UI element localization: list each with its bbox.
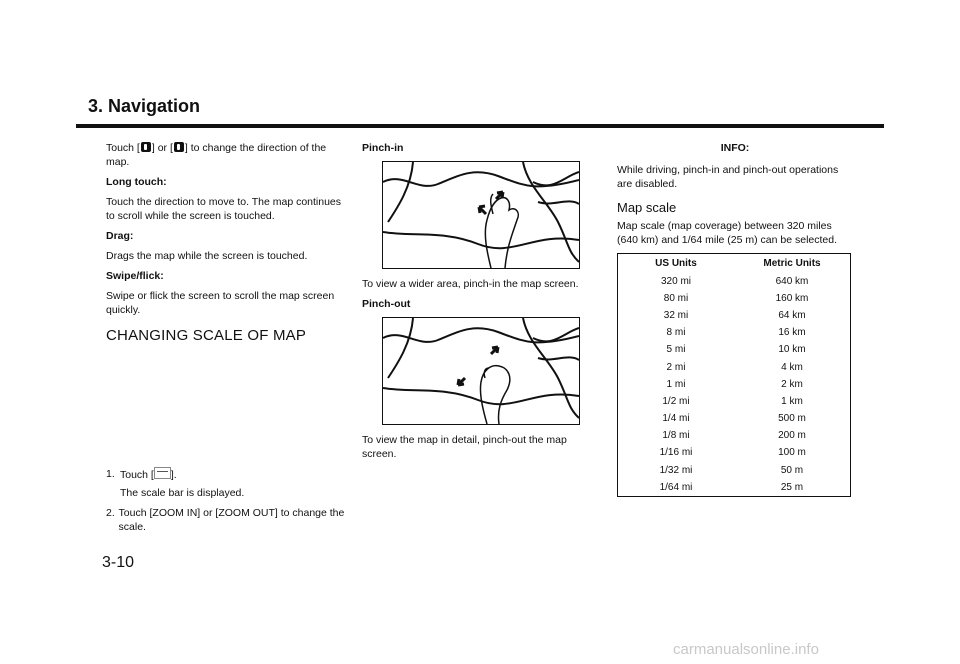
step-1-note: The scale bar is displayed.	[120, 487, 245, 499]
drag-heading: Drag:	[106, 230, 134, 242]
table-row: 5 mi 10 km	[666, 344, 806, 356]
drag-text: Drags the map while the screen is touched.	[106, 250, 308, 262]
table-row: 2 mi 4 km	[666, 361, 803, 373]
pinch-out-text: To view the map in detail, pinch-out the map screen.	[362, 434, 567, 460]
table-row: 80 mi 160 km	[663, 292, 809, 304]
scale-table	[617, 253, 851, 497]
column-3	[617, 141, 853, 497]
swipe-text: Swipe or flick the screen to scroll the map screen quickly.	[106, 290, 335, 316]
table-row: 1 mi 2 km	[666, 378, 803, 390]
long-touch-text: Touch the direction to move to. The map continues to scroll while the screen is touched.	[106, 196, 342, 222]
column-1	[106, 141, 348, 534]
pinch-in-map-illustration	[382, 161, 580, 269]
header-rule	[76, 124, 884, 128]
touch-direction-paragraph: Touch [ ] or [ ] to change the direction of the map.	[106, 142, 327, 168]
page-number: 3-10	[102, 554, 135, 571]
table-header-row	[618, 254, 851, 274]
map-scale-heading: Map scale	[617, 200, 677, 215]
table-row: 8 mi 16 km	[666, 327, 806, 339]
map-scale-text: Map scale (map coverage) between 320 miles (640 km) and 1/64 mile (25 m) can be selected.	[617, 220, 838, 246]
steps-list	[106, 467, 348, 534]
table-row: 1/64 mi 25 m	[659, 481, 804, 493]
table-row: 320 mi 640 km	[660, 275, 809, 287]
table-row: 32 mi 64 km	[663, 309, 806, 321]
table-row: 1/16 mi 100 m	[659, 447, 806, 459]
header-us-units: US Units	[655, 258, 697, 269]
table-row: 1/4 mi 500 m	[662, 413, 806, 425]
info-heading: INFO:	[720, 142, 750, 154]
direction-right-icon	[174, 142, 184, 152]
step-2: 2. Touch [ZOOM IN] or [ZOOM OUT] to change the scale.	[106, 507, 345, 533]
info-text: While driving, pinch-in and pinch-out operations are disabled.	[617, 164, 839, 190]
long-touch-heading: Long touch:	[106, 176, 167, 188]
column-2	[362, 141, 604, 467]
pinch-in-heading: Pinch-in	[362, 142, 404, 154]
table-row: 1/2 mi 1 km	[662, 395, 803, 407]
watermark: carmanualsonline.info	[673, 641, 819, 658]
swipe-heading: Swipe/flick:	[106, 270, 164, 282]
pinch-out-map-illustration	[382, 317, 580, 425]
blank-space	[106, 349, 348, 467]
section-title: 3. Navigation	[88, 96, 201, 116]
scale-bar-icon	[154, 467, 171, 479]
scale-heading: CHANGING SCALE OF MAP	[106, 327, 307, 344]
table-row: 1/8 mi 200 m	[662, 430, 806, 442]
pinch-out-heading: Pinch-out	[362, 298, 411, 310]
table-row: 1/32 mi 50 m	[659, 464, 804, 476]
step-1: 1. Touch [ ].	[106, 468, 177, 481]
header-metric-units: Metric Units	[763, 258, 821, 269]
direction-left-icon	[141, 142, 151, 152]
pinch-in-text: To view a wider area, pinch-in the map screen.	[362, 278, 579, 290]
